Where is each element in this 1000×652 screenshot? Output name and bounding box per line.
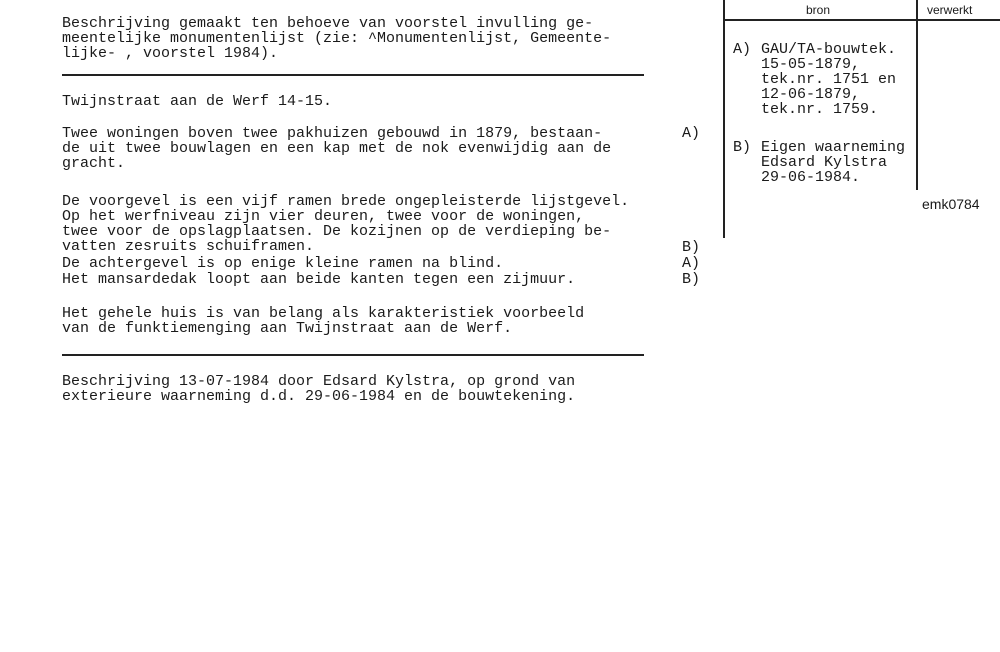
p3-line-1: Het gehele huis is van belang als karakteristiek voorbeeld (62, 305, 585, 322)
sidebar-column-divider (916, 0, 918, 190)
p2-line-2: Op het werfniveau zijn vier deuren, twee voor de woningen, (62, 208, 585, 225)
margin-ref-b1: B) (682, 239, 701, 256)
divider-top (62, 74, 644, 76)
footer-line-1: Beschrijving 13-07-1984 door Edsard Kylstra, op grond van (62, 373, 576, 390)
document-code: emk0784 (922, 196, 980, 212)
footer-line-2: exterieure waarneming d.d. 29-06-1984 en de bouwtekening. (62, 388, 576, 405)
p1-line-3: gracht. (62, 155, 126, 172)
source-b-line-3: 29-06-1984. (761, 169, 861, 186)
p2-line-4: vatten zesruits schuiframen. (62, 238, 315, 255)
source-a-line-3: tek.nr. 1751 en (761, 71, 897, 88)
header-line-3: lijke- , voorstel 1984). (62, 45, 279, 62)
p2-line-6: Het mansardedak loopt aan beide kanten tegen een zijmuur. (62, 271, 576, 288)
source-b-line-1: Eigen waarneming (761, 139, 906, 156)
column-header-verwerkt: verwerkt (927, 3, 973, 17)
source-a-line-4: 12-06-1879, (761, 86, 861, 103)
sidebar-left-border (723, 0, 725, 238)
source-b-marker: B) (733, 139, 752, 156)
source-a-line-5: tek.nr. 1759. (761, 101, 879, 118)
sidebar-header-rule (723, 19, 1000, 21)
source-a-marker: A) (733, 41, 752, 58)
p2-line-1: De voorgevel is een vijf ramen brede ongepleisterde lijstgevel. (62, 193, 630, 210)
p1-line-1: Twee woningen boven twee pakhuizen gebouwd in 1879, bestaan- (62, 125, 603, 142)
margin-ref-a2: A) (682, 255, 701, 272)
margin-ref-a1: A) (682, 125, 701, 142)
p1-line-2: de uit twee bouwlagen en een kap met de nok evenwijdig aan de (62, 140, 612, 157)
column-header-bron: bron (806, 3, 831, 17)
source-b-line-2: Edsard Kylstra (761, 154, 888, 171)
address-title: Twijnstraat aan de Werf 14-15. (62, 93, 333, 110)
p3-line-2: van de funktiemenging aan Twijnstraat aan de Werf. (62, 320, 513, 337)
header-line-1: Beschrijving gemaakt ten behoeve van voorstel invulling ge- (62, 15, 594, 32)
source-a-line-1: GAU/TA-bouwtek. (761, 41, 897, 58)
p2-line-3: twee voor de opslagplaatsen. De kozijnen op de verdieping be- (62, 223, 612, 240)
margin-ref-b2: B) (682, 271, 701, 288)
p2-line-5: De achtergevel is op enige kleine ramen na blind. (62, 255, 504, 272)
divider-bottom (62, 354, 644, 356)
source-a-line-2: 15-05-1879, (761, 56, 861, 73)
header-line-2: meentelijke monumentenlijst (zie: ^Monumentenlijst, Gemeente- (62, 30, 612, 47)
